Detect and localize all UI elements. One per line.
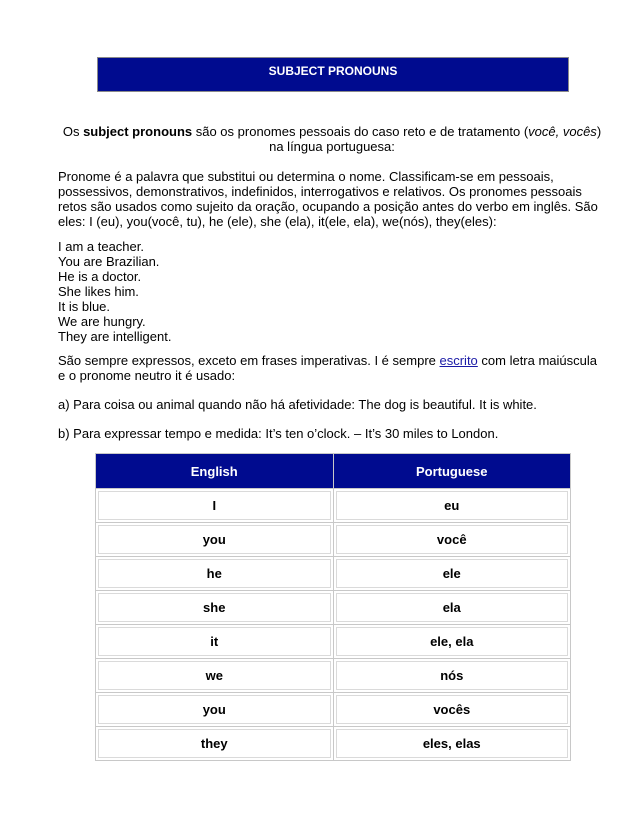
usage-text-after: com letra maiúscula e o pronome neutro it é usado: [58,353,598,383]
english-cell: you [96,523,334,557]
examples-list [58,239,606,344]
intro-text-2: são os pronomes pessoais do caso reto e de tratamento ( [192,124,529,139]
example-sentence: She likes him. [58,284,139,299]
example-sentence: It is blue. [58,299,111,314]
escrito-link[interactable]: escrito [439,353,478,368]
portuguese-cell: nós [333,659,571,693]
table-row [96,523,571,557]
portuguese-cell: você [333,523,571,557]
definition-paragraph: Pronome é a palavra que substitui ou determina o nome. Classificam-se em pessoais, possessivos, demonstrativos, indefinidos, interrogativos e relativos. Os pronomes pessoais retos são usados como sujeito da oração, ocupando a posição antes do verbo em inglês. São eles: I (eu), you(você, tu), he (ele), she (ela), it(ele, ela), we(nós), they(eles): [58,169,598,229]
english-cell: I [96,489,334,523]
page-title: SUBJECT PRONOUNS [268,64,398,78]
example-sentence: We are hungry. [58,314,146,329]
table-row [96,625,571,659]
intro-text-3: ) na língua portuguesa: [269,124,602,154]
english-cell: they [96,727,334,761]
example-sentence: You are Brazilian. [58,254,160,269]
table-row [96,557,571,591]
intro-bold-term: subject pronouns [83,124,193,139]
rule-b: b) Para expressar tempo e medida: It’s ten o’clock. – It’s 30 miles to London. [58,426,499,441]
english-cell: you [96,693,334,727]
portuguese-cell: eles, elas [333,727,571,761]
english-cell: we [96,659,334,693]
portuguese-cell: eu [333,489,571,523]
usage-paragraph [58,353,606,383]
usage-text-before: São sempre expressos, exceto em frases imperativas. I é sempre [58,353,440,368]
english-cell: it [96,625,334,659]
column-header-english: English [96,454,334,489]
intro-paragraph [58,124,606,154]
english-cell: she [96,591,334,625]
portuguese-cell: vocês [333,693,571,727]
table-row [96,659,571,693]
english-cell: he [96,557,334,591]
portuguese-cell: ele, ela [333,625,571,659]
title-banner [97,57,569,92]
table-header-row [96,454,571,489]
example-sentence: I am a teacher. [58,239,144,254]
intro-text-1: Os [62,124,84,139]
intro-italic-term: você, vocês [528,124,597,139]
table-row [96,693,571,727]
table-row [96,591,571,625]
portuguese-cell: ele [333,557,571,591]
portuguese-cell: ela [333,591,571,625]
pronoun-table [95,453,571,761]
table-row [96,727,571,761]
rule-a: a) Para coisa ou animal quando não há afetividade: The dog is beautiful. It is white. [58,397,537,412]
example-sentence: He is a doctor. [58,269,142,284]
column-header-portuguese: Portuguese [333,454,571,489]
table-row [96,489,571,523]
example-sentence: They are intelligent. [58,329,172,344]
